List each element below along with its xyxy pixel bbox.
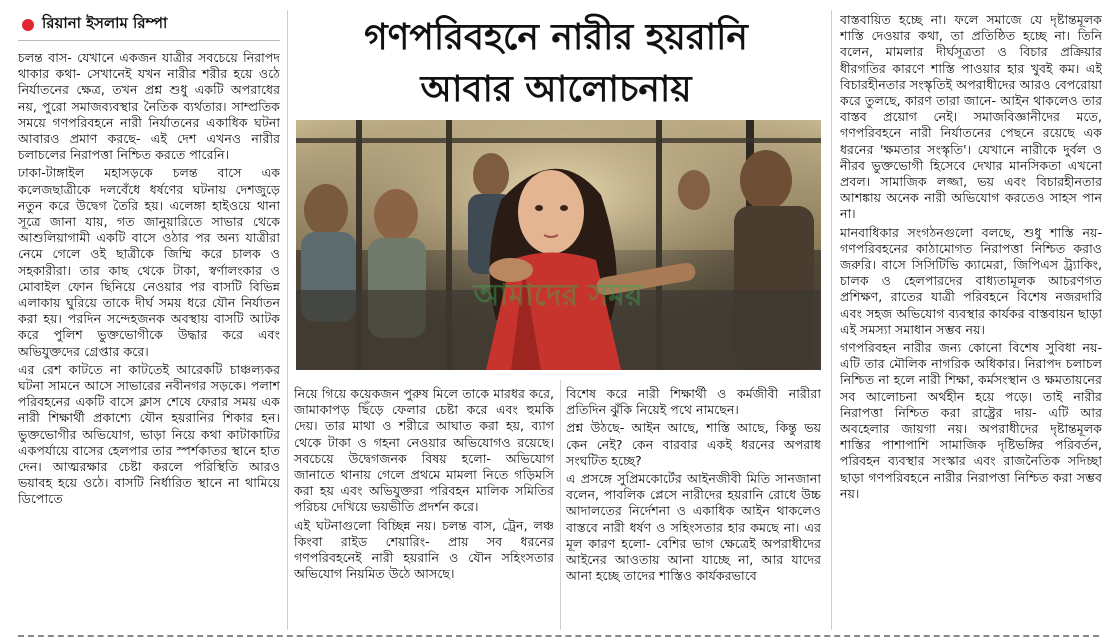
article-column-2: [294, 386, 554, 636]
author-name: রিয়ানা ইসলাম রিম্পা: [42, 14, 168, 32]
headline-line-2: আবার আলোচনায়: [420, 69, 692, 110]
byline-bullet-icon: [22, 19, 34, 31]
byline: [22, 12, 167, 37]
headline-line-1: গণপরিবহনে নারীর হয়রানি: [364, 17, 748, 58]
photo-watermark: আমাদের সময়: [473, 278, 643, 313]
page-bottom-divider: [18, 635, 1099, 637]
paragraph: গণপরিবহন নারীর জন্য কোনো বিশেষ সুবিধা নয়- এটি তার মৌলিক নাগরিক অধিকার। নিরাপদ চলাচল নিশ্চিত না হলে নারী শিক্ষা, কর্মসংস্থান ও ক্ষমতায়নের সব আলোচনা অর্থহীন হয়ে পড়ে। তাই নারীর নিরাপত্তা নিশ্চিত করা রাষ্ট্রের দায়- এটি আর অবহেলার জায়গা নয়। অপরাধীদের দৃষ্টান্তমূলক শাস্তির পাশাপাশি সামাজিক দৃষ্টিভঙ্গির পরিবর্তন, পরিবহন ব্যবস্থার সংস্কার এবং রাজনৈতিক সদিচ্ছা ছাড়া গণপরিবহনে নারীর নিরাপত্তা নিশ্চিত করা সম্ভব নয়।: [840, 340, 1102, 501]
paragraph: এর রেশ কাটতে না কাটতেই আরেকটি চাঞ্চল্যকর ঘটনা সামনে আসে সাভারের নবীনগর সড়কে। পলাশ পরিবহনের একটি বাসে ক্লাস শেষে ফেরার সময় এক নারী শিক্ষার্থী প্রকাশ্যে যৌন হয়রানির শিকার হন। ভুক্তভোগীর অভিযোগ, ভাড়া নিয়ে কথা কাটাকাটির একপর্যায়ে বাসের হেলপার তার স্পর্শকাতর স্থানে হাত দেন। আত্মরক্ষার চেষ্টা করলে পরিস্থিতি আরও ভয়াবহ হয়ে ওঠে। বাসটি নির্ধারিত স্থানে না থামিয়ে ডিপোতে: [18, 361, 280, 507]
paragraph: প্রশ্ন উঠছে- আইন আছে, শাস্তি আছে, কিন্তু ভয় কেন নেই? কেন বারবার একই ধরনের অপরাধ সংঘটিত হচ্ছে?: [566, 420, 821, 468]
paragraph: বাস্তবায়িত হচ্ছে না। ফলে সমাজে যে দৃষ্টান্তমূলক শাস্তি দেওয়ার কথা, তা প্রতিষ্ঠিত হচ্ছে না। তিনি বলেন, মামলার দীর্ঘসূত্রতা ও বিচার প্রক্রিয়ার ধীরগতির কারণে শাস্তি পাওয়ার হার খুবই কম। এই বিচারহীনতার সংস্কৃতিই অপরাধীদের আরও বেপরোয়া করে তুলছে, কারণ তারা জানে- আইন থাকলেও তার বাস্তব প্রয়োগ নেই। সমাজবিজ্ঞানীদের মতে, গণপরিবহনে নারী নির্যাতনের পেছনে রয়েছে এক ধরনের 'ক্ষমতার সংস্কৃতি'। যেখানে নারীকে দুর্বল ও নীরব ভুক্তভোগী হিসেবে দেখার মানসিকতা এখনো প্রবল। সামাজিক লজ্জা, ভয় এবং বিচারহীনতার আশঙ্কায় অনেক নারী অভিযোগ করতেও সাহস পান না।: [840, 12, 1102, 222]
paragraph: চলন্ত বাস- যেখানে একজন যাত্রীর সবচেয়ে নিরাপদ থাকার কথা- সেখানেই যখন নারীর শরীর হয়ে ওঠে নির্যাতনের ক্ষেত্র, তখন প্রশ্ন শুধু একটি অপরাধের নয়, পুরো সমাজব্যবস্থার নৈতিক ব্যর্থতার। সাম্প্রতিক সময়ে গণপরিবহনে নারী নির্যাতনের একাধিক ঘটনা আবারও প্রমাণ করছে- এই দেশ এখনও নারীর চলাচলের নিরাপত্তা নিশ্চিত করতে পারেনি।: [18, 50, 280, 163]
byline-divider: [18, 40, 280, 41]
article-column-1: [18, 50, 280, 636]
article-column-3: [566, 386, 821, 636]
bus-interior-illustration: [296, 120, 821, 370]
paragraph: এই ঘটনাগুলো বিচ্ছিন্ন নয়। চলন্ত বাস, ট্রেন, লঞ্চ কিংবা রাইড শেয়ারিং- প্রায় সব ধরনের গণপরিবহনেই নারী হয়রানি ও যৌন সহিংসতার অভিযোগ নিয়মিত উঠে আসছে।: [294, 517, 554, 582]
headline: [296, 12, 816, 116]
paragraph: বিশেষ করে নারী শিক্ষার্থী ও কর্মজীবী নারীরা প্রতিদিন ঝুঁকি নিয়েই পথে নামছেন।: [566, 386, 821, 418]
paragraph: ঢাকা-টাঙ্গাইল মহাসড়কে চলন্ত বাসে এক কলেজছাত্রীকে দলবেঁধে ধর্ষণের ঘটনায় দেশজুড়ে নতুন করে উদ্বেগ তৈরি হয়। এলেঙ্গা হাইওয়ে থানা সূত্রে জানা যায়, গত জানুয়ারিতে সাভার থেকে আশুলিয়াগামী একটি বাসে ওঠার পর অন্য যাত্রীরা নেমে গেলে ওই ছাত্রীকে জিম্মি করে চালক ও সহকারীরা। তার কাছ থেকে টাকা, স্বর্ণালংকার ও মোবাইল ফোন ছিনিয়ে নেওয়ার পর বাসটি বিভিন্ন এলাকায় ঘুরিয়ে তাকে দীর্ঘ সময় ধরে যৌন নির্যাতন করা হয়। পরদিন সন্দেহজনক অবস্থায় বাসটি আটক করে পুলিশ ভুক্তভোগীকে উদ্ধার করে এবং অভিযুক্তদের গ্রেপ্তার করে।: [18, 165, 280, 359]
paragraph: নিয়ে গিয়ে কয়েকজন পুরুষ মিলে তাকে মারধর করে, জামাকাপড় ছিঁড়ে ফেলার চেষ্টা করে এবং হুমকি দেয়। তার মাথা ও শরীরে আঘাত করা হয়, ব্যাগ থেকে টাকা ও গহনা নেওয়ার অভিযোগও রয়েছে। সবচেয়ে উদ্বেগজনক বিষয় হলো- অভিযোগ জানাতে থানায় গেলে প্রথমে মামলা নিতে গড়িমসি করা হয় এবং অভিযুক্তরা পরিবহন মালিক সমিতির পরিচয় দেখিয়ে ভয়ভীতি প্রদর্শন করে।: [294, 386, 554, 515]
column-divider: [560, 380, 561, 630]
article-photo: [296, 120, 821, 370]
article-column-4: [840, 12, 1102, 636]
column-divider: [287, 10, 288, 630]
column-divider: [831, 10, 832, 630]
paragraph: মানবাধিকার সংগঠনগুলো বলছে, শুধু শাস্তি নয়- গণপরিবহনের কাঠামোগত নিরাপত্তা নিশ্চিত করাও জরুরি। বাসে সিসিটিভি ক্যামেরা, জিপিএস ট্র্যাকিং, চালক ও হেলপারদের বাধ্যতামূলক আচরণগত প্রশিক্ষণ, রাতের যাত্রী পরিবহনে বিশেষ নজরদারি এবং সহজ অভিযোগ ব্যবস্থার কার্যকর বাস্তবায়ন ছাড়া এই সমস্যা সমাধান সম্ভব নয়।: [840, 224, 1102, 337]
paragraph: এ প্রসঙ্গে সুপ্রিমকোর্টের আইনজীবী মিতি সানজানা বলেন, পাবলিক প্লেসে নারীদের হয়রানি রোধে উচ্চ আদালতের নির্দেশনা ও একাধিক আইন থাকলেও বাস্তবে নারী ধর্ষণ ও সহিংসতার হার কমছে না। এর মূল কারণ হলো- বেশির ভাগ ক্ষেত্রেই অপরাধীদের আইনের আওতায় আনা যাচ্ছে না, আর যাদের আনা হচ্ছে তাদের শাস্তিও কার্যকরভাবে: [566, 471, 821, 584]
